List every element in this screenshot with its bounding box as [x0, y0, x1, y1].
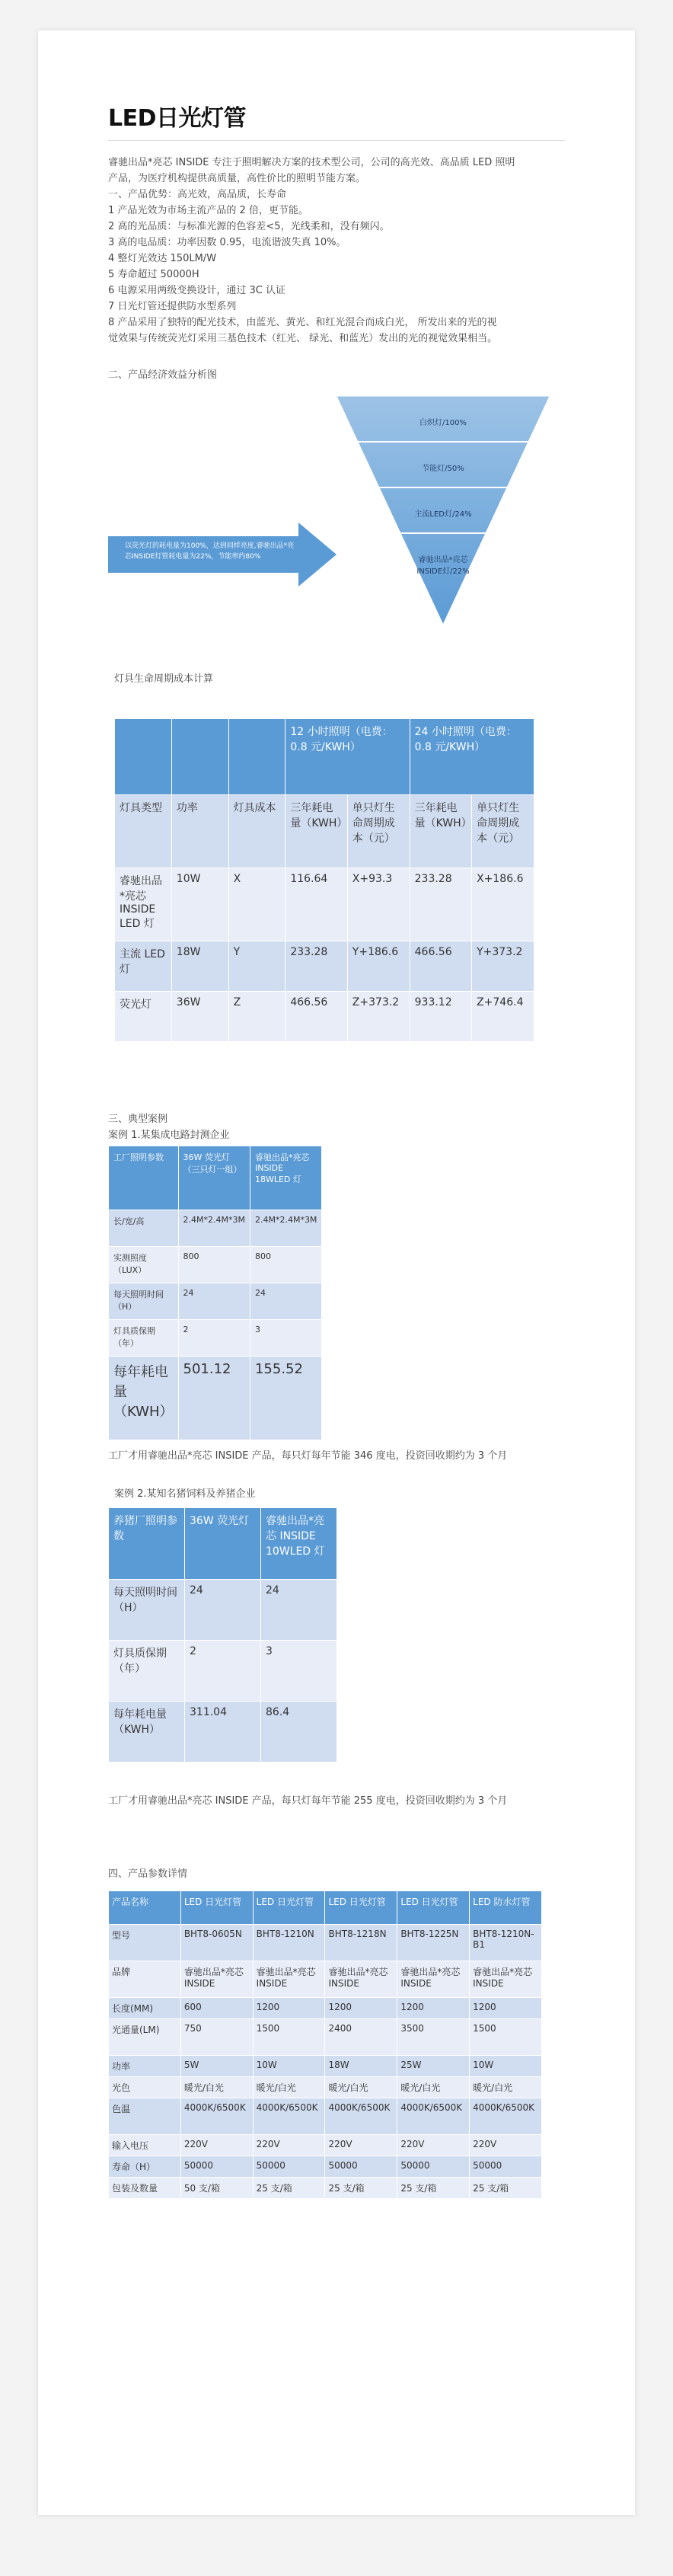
- table-row: 长/宽/高 2.4M*2.4M*3M 2.4M*2.4M*3M: [109, 1210, 322, 1247]
- table-row: 长度(MM) 600 1200 1200 1200 1200: [109, 1998, 542, 2019]
- table-row: 每天照明时间（H） 24 24: [109, 1283, 322, 1320]
- table-row: 功率 5W 10W 18W 25W 10W: [109, 2056, 542, 2077]
- table-row: 每年耗电量（KWH） 311.04 86.4: [109, 1702, 337, 1763]
- funnel-level-4: 睿驰出品*亮芯INSIDE灯/22%: [416, 556, 470, 576]
- intro-line: 4 整灯光效达 150LM/W: [108, 253, 217, 264]
- table-row: 实测照度（LUX） 800 800: [109, 1247, 322, 1283]
- table-row: 品牌 睿驰出品*亮芯 INSIDE 睿驰出品*亮芯 INSIDE 睿驰出品*亮芯 INSIDE 睿驰出品*亮芯 INSIDE 睿驰出品*亮芯 INSIDE: [109, 1961, 542, 1998]
- arrow-text: 以荧光灯的耗电量为100%，达到同样亮度,睿驰出品*亮芯INSIDE灯管耗电量为22%，节能率约80%: [125, 542, 295, 561]
- group-header-12h: 12 小时照明（电费：0.8 元/KWH）: [285, 719, 410, 795]
- intro-line: 觉效果与传统荧光灯采用三基色技术（红光、 绿光、和蓝光）发出的光的视觉效果相当。: [108, 333, 498, 344]
- funnel-level-2: 节能灯/50%: [422, 465, 464, 473]
- group-header-24h: 24 小时照明（电费：0.8 元/KWH）: [410, 719, 534, 795]
- table-row: 灯具质保期（年） 2 3: [109, 1320, 322, 1357]
- case2-title: 案例 2.某知名猪饲料及养猪企业: [114, 1488, 256, 1500]
- section2-heading: 二、产品经济效益分析图: [108, 369, 218, 381]
- intro-line: 产品，为医疗机构提供高质量，高性价比的照明节能方案。: [108, 173, 366, 184]
- intro-line: 3 高的电品质：功率因数 0.95，电流谐波失真 10%。: [108, 237, 346, 248]
- table-row: 光通量(LM) 750 1500 2400 3500 1500: [109, 2019, 542, 2056]
- table-row: 睿驰出品*亮芯 INSIDE LED 灯 10W X 116.64 X+93.3 233.28 X+186.6: [115, 868, 534, 941]
- table-row: 包装及数量 50 支/箱 25 支/箱 25 支/箱 25 支/箱 25 支/箱: [109, 2178, 542, 2199]
- table-row: 输入电压 220V 220V 220V 220V 220V: [109, 2135, 542, 2156]
- table-row: 荧光灯 36W Z 466.56 Z+373.2 933.12 Z+746.4: [115, 992, 534, 1042]
- intro-line: 8 产品采用了独特的配光技术，由蓝光、黄光、和红光混合而成白光， 所发出来的光的视: [108, 317, 497, 328]
- case2-summary: 工厂才用睿驰出品*亮芯 INSIDE 产品，每只灯每年节能 255 度电，投资回收期约为 3 个月: [108, 1795, 508, 1807]
- intro-line: 1 产品光效为市场主流产品的 2 倍，更节能。: [108, 205, 308, 216]
- economic-funnel-diagram: [108, 396, 565, 625]
- table-row: 色温 4000K/6500K 4000K/6500K 4000K/6500K 4000K/6500K 4000K/6500K: [109, 2098, 542, 2135]
- table-row: 寿命（H） 50000 50000 50000 50000 50000: [109, 2156, 542, 2178]
- lifecycle-cost-table: [114, 718, 534, 1042]
- table-row: 灯具质保期（年） 2 3: [109, 1641, 337, 1702]
- intro-line: 睿驰出品*亮芯 INSIDE 专注于照明解决方案的技术型公司，公司的高光效、高品质 LED 照明: [108, 157, 515, 168]
- table-row: 型号 BHT8-0605N BHT8-1210N BHT8-1218N BHT8-1225N BHT8-1210N-B1: [109, 1925, 542, 1961]
- table-group-header-row: [115, 719, 534, 795]
- product-params-table: 产品名称 LED 日光灯管 LED 日光灯管 LED 日光灯管 LED 日光灯管 LED 防水灯管 型号 BHT8-0605N BHT8-1210N BHT8-1218N BHT8-1225N BHT8-1210N-B1 品牌 睿驰出品*亮芯 INSIDE 睿驰出品*亮芯 INSIDE 睿驰出品*亮芯 INSIDE 睿驰出品*亮芯 INSIDE 睿驰出品*亮芯 INSIDE 长度(MM) 600 1200 1200 1200 1200 光通量(LM) 750 1500 2400 3500 1500 功率 5W 10W 18W 25W 10W 光色 暖光/白光 暖光/白光 暖光/白光 暖光/白光 暖光/白光 色温 4000K/6500K 4000K/6500K 4000K/6500K 4000K/6500K 4000K/6500K 输入电压 220V 220V 220V 220V 220V 寿命（H） 50000 50000 50000 50000 50000 包装及数量 50 支/箱 25 支/箱 25 支/箱 25 支/箱 25 支/箱: [108, 1890, 542, 2199]
- intro-section: [108, 155, 565, 347]
- table-row: 每天照明时间（H） 24 24: [109, 1580, 337, 1641]
- intro-line: 一、产品优势：高光效，高品质，长寿命: [108, 189, 287, 200]
- section3-heading: 三、典型案例: [108, 1114, 168, 1125]
- document-page: [38, 30, 635, 2515]
- lifecycle-caption: 灯具生命周期成本计算: [114, 673, 214, 685]
- funnel-level-3: 主流LED灯/24%: [414, 510, 472, 519]
- table-row: 主流 LED 灯 18W Y 233.28 Y+186.6 466.56 Y+373.2: [115, 941, 534, 992]
- table-header-row: 灯具类型 功率 灯具成本 三年耗电量（KWH） 单只灯生命周期成本（元） 三年耗电量（KWH） 单只灯生命周期成本（元）: [115, 795, 534, 868]
- funnel-level-1: 白炽灯/100%: [419, 419, 467, 427]
- case2-table: 养猪厂照明参数 36W 荧光灯 睿驰出品*亮芯 INSIDE 10WLED 灯 每天照明时间（H） 24 24 灯具质保期（年） 2 3 每年耗电量（KWH） 311.04 86.4: [108, 1507, 337, 1763]
- intro-line: 2 高的光品质：与标准光源的色容差<5，光线柔和，没有频闪。: [108, 221, 390, 232]
- table-row: 光色 暖光/白光 暖光/白光 暖光/白光 暖光/白光 暖光/白光: [109, 2077, 542, 2098]
- intro-line: 5 寿命超过 50000H: [108, 269, 199, 280]
- case1-summary: 工厂才用睿驰出品*亮芯 INSIDE 产品，每只灯每年节能 346 度电，投资回收期约为 3 个月: [108, 1450, 508, 1462]
- section4-heading: 四、产品参数详情: [108, 1868, 188, 1880]
- intro-line: 6 电源采用两级变换设计，通过 3C 认证: [108, 285, 286, 296]
- case1-title: 案例 1.某集成电路封测企业: [108, 1130, 230, 1141]
- document-title: LED日光灯管: [108, 99, 565, 141]
- case1-table: 工厂照明参数 36W 荧光灯（三只灯一组） 睿驰出品*亮芯 INSIDE 18WLED 灯 长/宽/高 2.4M*2.4M*3M 2.4M*2.4M*3M 实测照度（LUX） 800 800 每天照明时间（H） 24 24 灯具质保期（年） 2 3 每年耗电量（KWH） 501.12 155.52: [108, 1146, 322, 1440]
- intro-line: 7 日光灯管还提供防水型系列: [108, 301, 237, 312]
- table-row: 每年耗电量（KWH） 501.12 155.52: [109, 1357, 322, 1440]
